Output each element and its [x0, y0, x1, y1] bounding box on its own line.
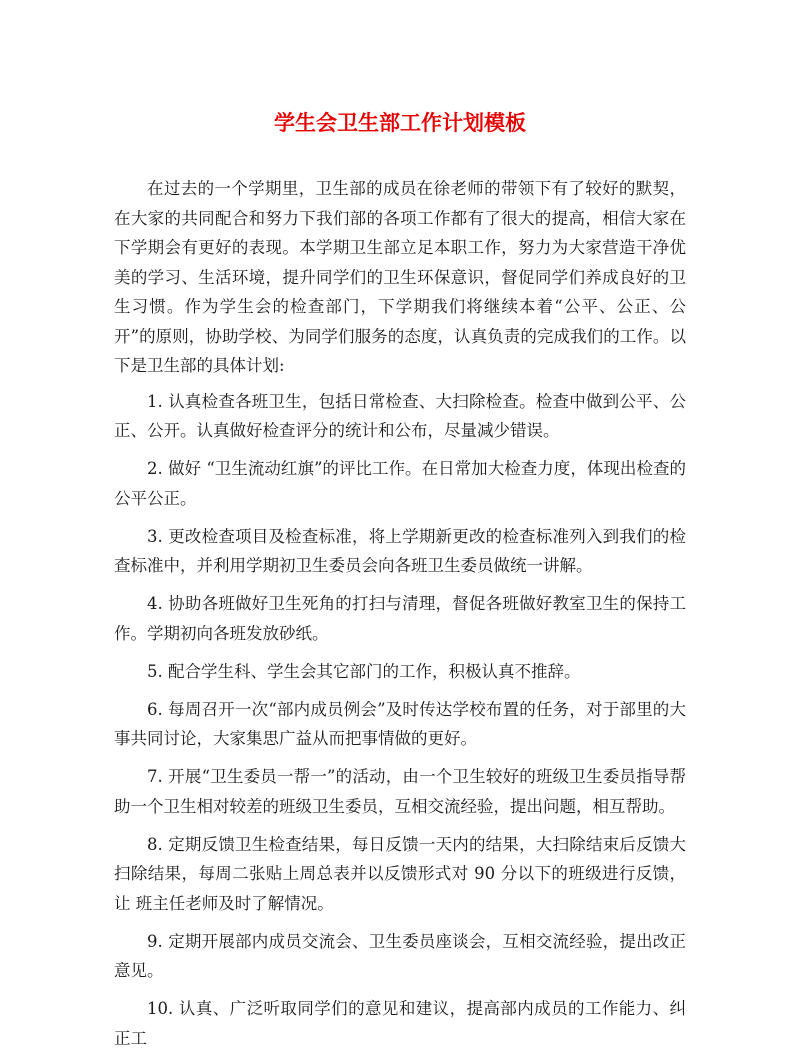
plan-item-5: 5. 配合学生科、学生会其它部门的工作，积极认真不推辞。 [147, 661, 581, 681]
intro-paragraph: 在过去的一个学期里，卫生部的成员在徐老师的带领下有了较好的默契，在大家的共同配合和努力下我们部的各项工作都有了很大的提高，相信大家在下学期会有更好的表现。本学期卫生部立足本职工作，努力为大家营造干净优美的学习、生活环境，提升同学们的卫生环保意识，督促同学们养成良好的卫生习惯。作为学生会的检查部门，下学期我们将继续本着“公平、公正、公开”的原则，协助学校、为同学们服务的态度，认真负责的完成我们的工作。以下是卫生部的具体计划: [114, 179, 686, 375]
plan-item-2: 2. 做好 “卫生流动红旗”的评比工作。在日常加大检查力度，体现出检查的公平公正。 [114, 459, 686, 508]
document-title: 学生会卫生部工作计划模板 [274, 110, 526, 135]
plan-item-9: 9. 定期开展部内成员交流会、卫生委员座谈会，互相交流经验，提出改正意见。 [114, 931, 686, 980]
plan-item-7: 7. 开展“卫生委员一帮一”的活动，由一个卫生较好的班级卫生委员指导帮助一个卫生相对较差的班级卫生委员，互相交流经验，提出问题，相互帮助。 [114, 767, 686, 816]
plan-item-4: 4. 协助各班做好卫生死角的打扫与清理，督促各班做好教室卫生的保持工作。学期初向各班发放砂纸。 [114, 594, 686, 643]
plan-item-8: 8. 定期反馈卫生检查结果，每日反馈一天内的结果，大扫除结束后反馈大扫除结果，每周二张贴上周总表并以反馈形式对 90 分以下的班级进行反馈，让 班主任老师及时了解情况。 [114, 834, 686, 913]
document-body [114, 174, 686, 1062]
plan-item-3: 3. 更改检查项目及检查标准，将上学期新更改的检查标准列入到我们的检查标准中，并利用学期初卫生委员会向各班卫生委员做统一讲解。 [114, 526, 686, 575]
plan-item-10: 10. 认真、广泛听取同学们的意见和建议，提高部内成员的工作能力、纠正工 [114, 999, 686, 1048]
plan-item-1: 1. 认真检查各班卫生，包括日常检查、大扫除检查。检查中做到公平、公正、公开。认真做好检查评分的统计和公布，尽量减少错误。 [114, 391, 686, 440]
plan-item-6: 6. 每周召开一次“部内成员例会”及时传达学校布置的任务，对于部里的大事共同讨论，大家集思广益从而把事情做的更好。 [114, 699, 686, 748]
